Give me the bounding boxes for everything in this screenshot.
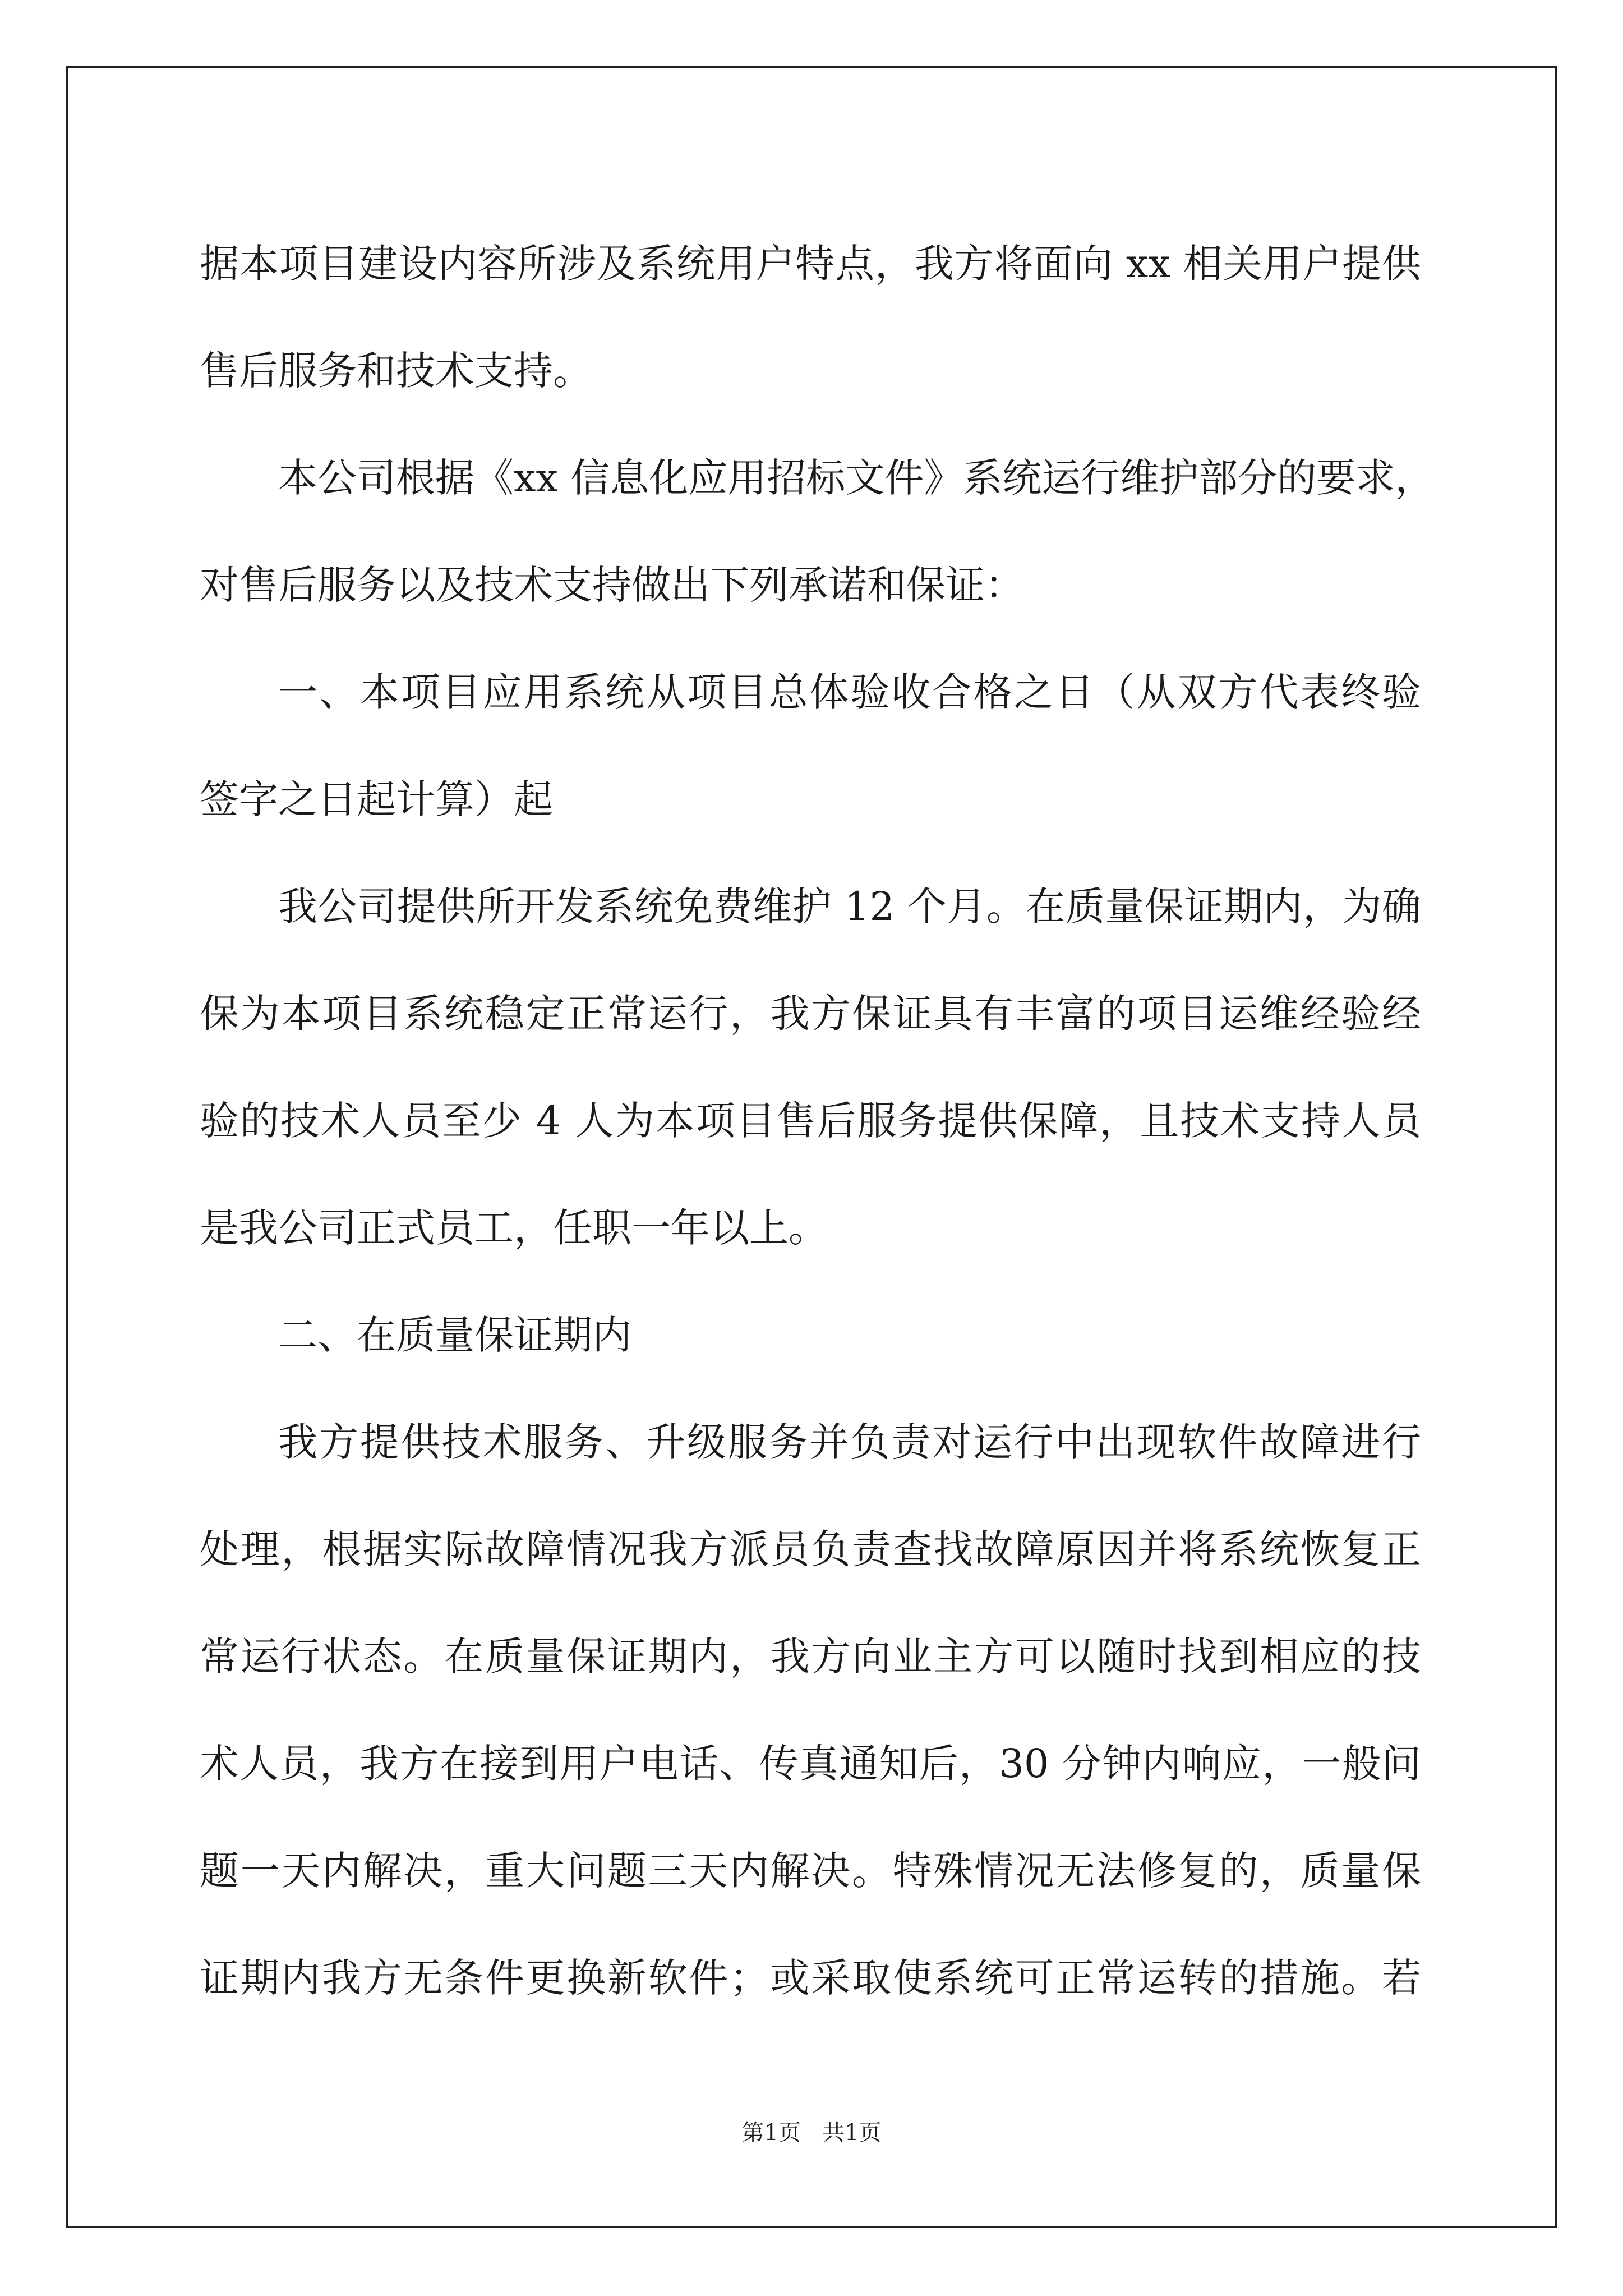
text-line: 对售后服务以及技术支持做出下列承诺和保证： — [200, 562, 1024, 608]
text-line: 我方提供技术服务、升级服务并负责对运行中出现软件故障进行 — [278, 1419, 1421, 1465]
text-line: 证期内我方无条件更换新软件；或采取使系统可正常运转的措施。若 — [200, 1955, 1421, 2001]
text-line: 售后服务和技术支持。 — [200, 348, 592, 394]
page-footer: 第1页 共1页 — [741, 2120, 882, 2146]
text-line: 题一天内解决，重大问题三天内解决。特殊情况无法修复的，质量保 — [200, 1848, 1421, 1894]
text-line: 签字之日起计算）起 — [200, 776, 553, 822]
text-line: 常运行状态。在质量保证期内，我方向业主方可以随时找到相应的技 — [200, 1634, 1421, 1680]
text-line: 据本项目建设内容所涉及系统用户特点，我方将面向 xx 相关用户提供 — [200, 241, 1421, 287]
text-line: 处理，根据实际故障情况我方派员负责查找故障原因并将系统恢复正 — [200, 1526, 1421, 1572]
text-line: 二、在质量保证期内 — [278, 1312, 631, 1358]
document-body — [200, 210, 1435, 2032]
text-line: 保为本项目系统稳定正常运行，我方保证具有丰富的项目运维经验经 — [200, 991, 1421, 1037]
text-line: 本公司根据《xx 信息化应用招标文件》系统运行维护部分的要求， — [278, 455, 1435, 501]
text-line: 是我公司正式员工，任职一年以上。 — [200, 1205, 828, 1251]
text-line: 一、本项目应用系统从项目总体验收合格之日（从双方代表终验 — [278, 669, 1421, 715]
text-line: 术人员，我方在接到用户电话、传真通知后，30 分钟内响应，一般问 — [200, 1741, 1421, 1787]
text-line: 验的技术人员至少 4 人为本项目售后服务提供保障，且技术支持人员 — [200, 1098, 1421, 1144]
text-line: 我公司提供所开发系统免费维护 12 个月。在质量保证期内，为确 — [278, 884, 1421, 930]
